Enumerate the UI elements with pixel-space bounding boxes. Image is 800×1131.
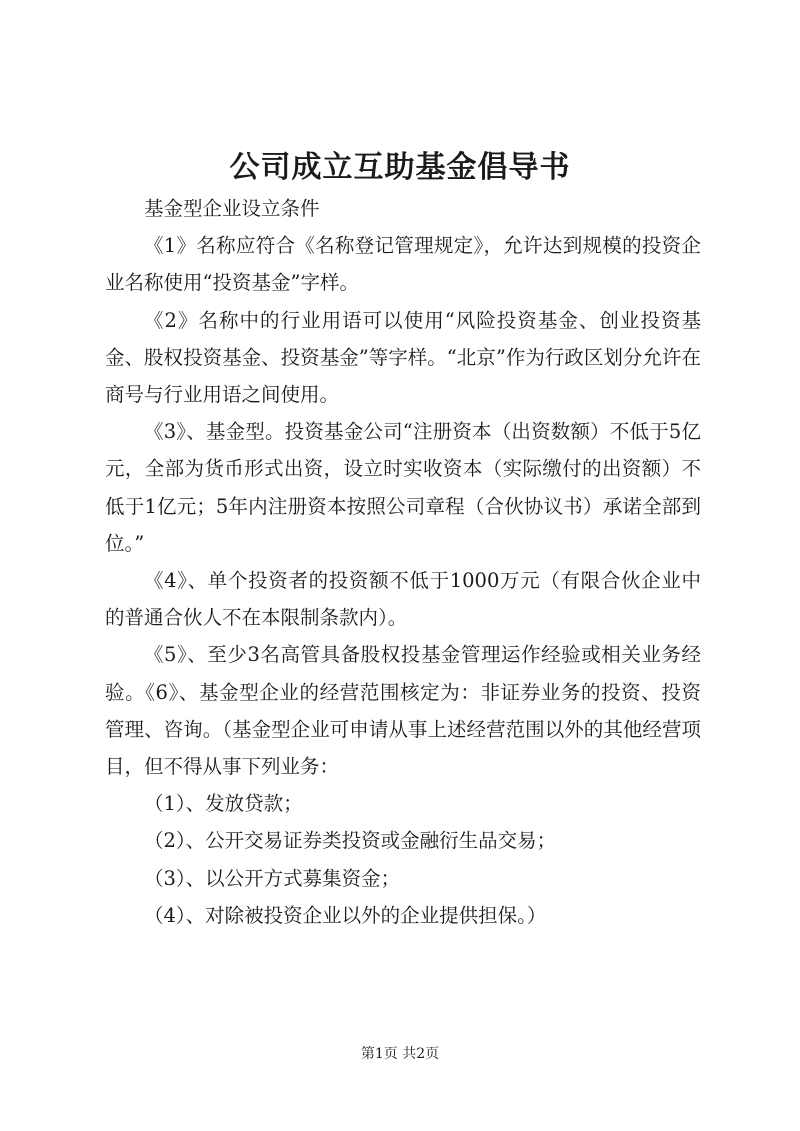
paragraph-item-4: 《4》、单个投资者的投资额不低于1000万元（有限合伙企业中的普通合伙人不在本限制条款内）。 xyxy=(105,569,701,630)
list-item-loans: （1）、发放贷款； xyxy=(144,792,303,816)
list-item-fundraising: （3）、以公开方式募集资金； xyxy=(144,866,401,890)
document-body xyxy=(105,190,701,934)
paragraph-heading: 基金型企业设立条件 xyxy=(144,197,320,220)
document-title: 公司成立互助基金倡导书 xyxy=(229,150,571,185)
paragraph-item-3: 《3》、基金型。投资基金公司“注册资本（出资数额）不低于5亿元，全部为货币形式出资，设立时实收资本（实际缴付的出资额）不低于1亿元；5年内注册资本按照公司章程（合伙协议书）承诺全部到位。” xyxy=(105,420,701,555)
paragraph-item-1: 《1》名称应符合《名称登记管理规定》，允许达到规模的投资企业名称使用“投资基金”字样。 xyxy=(105,234,701,295)
paragraph-item-2: 《2》名称中的行业用语可以使用“风险投资基金、创业投资基金、股权投资基金、投资基金”等字样。“北京”作为行政区划分允许在商号与行业用语之间使用。 xyxy=(105,308,701,407)
page-footer: 第1页 共2页 xyxy=(360,1046,440,1062)
list-item-securities: （2）、公开交易证券类投资或金融衍生品交易； xyxy=(144,829,557,853)
paragraph-item-5-6: 《5》、至少3名高管具备股权投基金管理运作经验或相关业务经验。《6》、基金型企业的经营范围核定为：非证券业务的投资、投资管理、咨询。（基金型企业可申请从事上述经营范围以外的其他经营项目，但不得从事下列业务： xyxy=(105,643,701,779)
list-item-guarantee: （4）、对除被投资企业以外的企业提供担保。） xyxy=(144,903,547,927)
